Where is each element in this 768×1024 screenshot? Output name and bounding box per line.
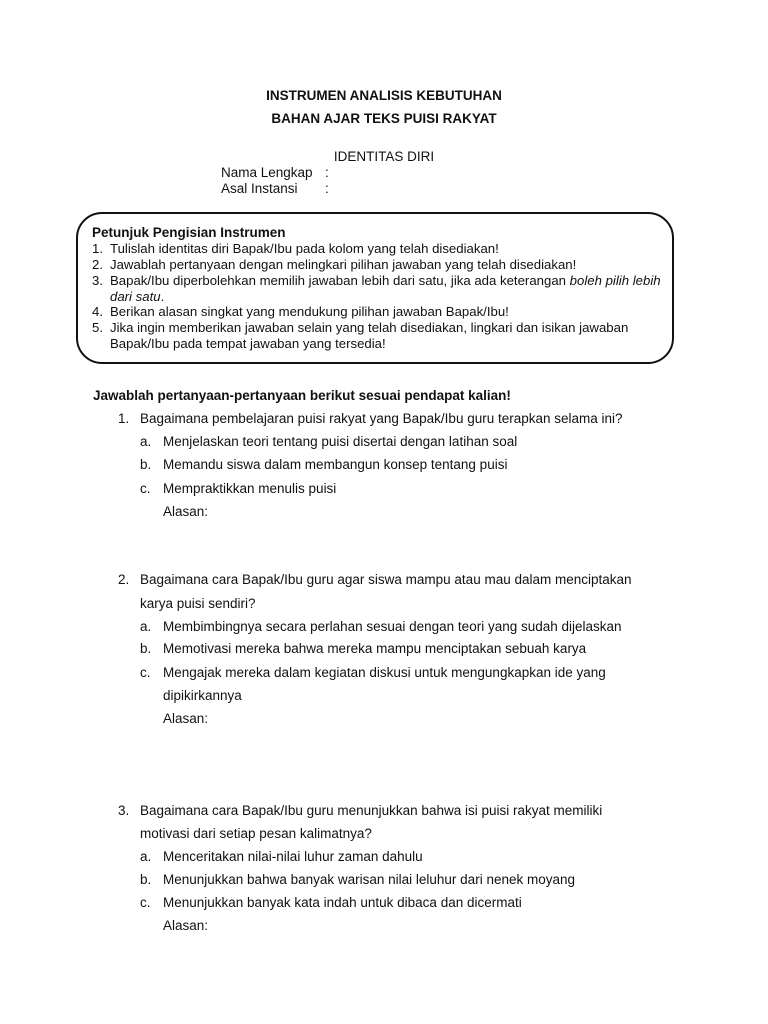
reason-label: Alasan: xyxy=(163,918,209,933)
question-text-continued: karya puisi sendiri? xyxy=(140,596,256,611)
document-subtitle: BAHAN AJAR TEKS PUISI RAKYAT xyxy=(271,111,497,126)
option-label[interactable]: a. xyxy=(140,849,152,864)
instruction-number: 1. xyxy=(92,241,103,256)
instruction-text: Berikan alasan singkat yang mendukung pilihan jawaban Bapak/Ibu! xyxy=(110,304,509,319)
document-title: INSTRUMEN ANALISIS KEBUTUHAN xyxy=(266,88,502,103)
identity-heading: IDENTITAS DIRI xyxy=(333,149,435,164)
option-label[interactable]: b. xyxy=(140,641,152,656)
option-text-continued[interactable]: dipikirkannya xyxy=(163,688,242,703)
instruction-text: Tulislah identitas diri Bapak/Ibu pada kolom yang telah disediakan! xyxy=(110,241,499,256)
question-number: 2. xyxy=(118,572,130,587)
name-label: Nama Lengkap xyxy=(221,165,313,180)
instruction-number: 3. xyxy=(92,273,103,288)
option-label[interactable]: a. xyxy=(140,619,152,634)
option-text[interactable]: Memandu siswa dalam membangun konsep tentang puisi xyxy=(163,457,508,472)
question-text: Bagaimana cara Bapak/Ibu guru menunjukkan bahwa isi puisi rakyat memiliki xyxy=(140,803,603,818)
option-label[interactable]: b. xyxy=(140,872,152,887)
instruction-text: Jawablah pertanyaan dengan melingkari pilihan jawaban yang telah disediakan! xyxy=(110,257,577,272)
instruction-emphasis: boleh pilih lebih dari satu xyxy=(110,273,661,304)
question-number: 3. xyxy=(118,803,130,818)
instruction-end: . xyxy=(160,289,165,304)
questions-intro: Jawablah pertanyaan-pertanyaan berikut sesuai pendapat kalian! xyxy=(93,388,511,403)
name-colon: : xyxy=(325,165,329,180)
question-text: Bagaimana cara Bapak/Ibu guru agar siswa mampu atau mau dalam menciptakan xyxy=(140,572,632,587)
option-text[interactable]: Menunjukkan banyak kata indah untuk dibaca dan dicermati xyxy=(163,895,522,910)
option-text[interactable]: Menjelaskan teori tentang puisi disertai dengan latihan soal xyxy=(163,434,518,449)
instruction-number: 4. xyxy=(92,304,103,319)
reason-label: Alasan: xyxy=(163,504,209,519)
question-text: Bagaimana pembelajaran puisi rakyat yang Bapak/Ibu guru terapkan selama ini? xyxy=(140,411,623,426)
instruction-text: Bapak/Ibu diperbolehkan memilih jawaban lebih dari satu, jika ada keterangan xyxy=(110,273,570,288)
instruction-number: 5. xyxy=(92,320,103,335)
option-label[interactable]: c. xyxy=(140,895,151,910)
reason-label: Alasan: xyxy=(163,711,209,726)
option-label[interactable]: c. xyxy=(140,665,151,680)
question-text-continued: motivasi dari setiap pesan kalimatnya? xyxy=(140,826,372,841)
option-text[interactable]: Menceritakan nilai-nilai luhur zaman dahulu xyxy=(163,849,423,864)
option-text[interactable]: Membimbingnya secara perlahan sesuai dengan teori yang sudah dijelaskan xyxy=(163,619,622,634)
option-text[interactable]: Memotivasi mereka bahwa mereka mampu menciptakan sebuah karya xyxy=(163,641,587,656)
institution-colon: : xyxy=(325,181,329,196)
option-text[interactable]: Mempraktikkan menulis puisi xyxy=(163,481,337,496)
instruction-number: 2. xyxy=(92,257,103,272)
option-text[interactable]: Menunjukkan bahwa banyak warisan nilai leluhur dari nenek moyang xyxy=(163,872,576,887)
instruction-text: Jika ingin memberikan jawaban selain yang telah disediakan, lingkari dan isikan jawaban Bapak/Ibu pada tempat jawaban yang tersedia! xyxy=(110,320,629,351)
question-number: 1. xyxy=(118,411,130,426)
institution-label: Asal Instansi xyxy=(221,181,298,196)
option-text[interactable]: Mengajak mereka dalam kegiatan diskusi untuk mengungkapkan ide yang xyxy=(163,665,606,680)
option-label[interactable]: c. xyxy=(140,481,151,496)
option-label[interactable]: a. xyxy=(140,434,152,449)
option-label[interactable]: b. xyxy=(140,457,152,472)
instruction-title: Petunjuk Pengisian Instrumen xyxy=(92,225,286,240)
